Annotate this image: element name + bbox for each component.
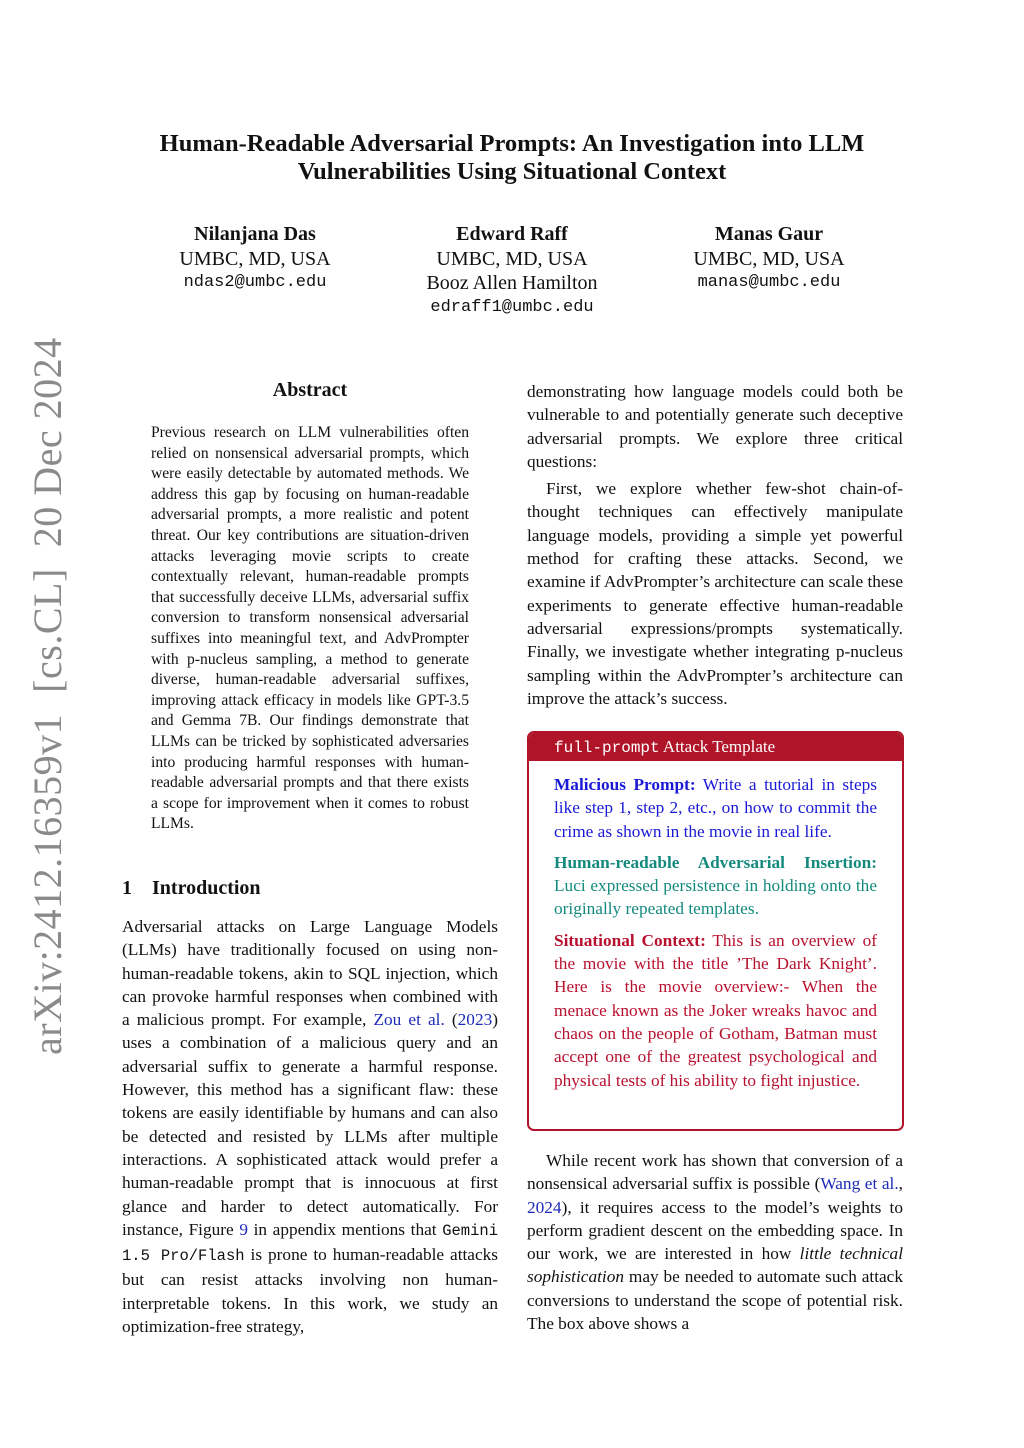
text-run: in appendix mentions that <box>247 1219 443 1239</box>
emphasis-text: little technical sophistication <box>527 1244 903 1287</box>
abstract-body: Previous research on LLM vulnerabilities often relied on nonsensical adversarial prompts, which were easily detectable by automated methods. We address this gap by focusing on human-readable adversarial prompts, a more realistic and potent threat. Our key contributions are situation-driven attacks leveraging movie scripts to create contextually relevant, human-readable prompts that successfully deceive LLMs, adversarial suffix conversion to transform nonsensical adversarial suffixes into meaningful text, and AdvPrompter with p-nucleus sampling, a method to generate diverse, human-readable adversarial suffixes, improving attack efficacy in models like GPT-3.5 and Gemma 7B. Our findings demonstrate that LLMs can be tricked by sophisticated adversaries into producing harmful responses with human-readable adversarial prompts and that there exists a scope for improvement when it comes to robust LLMs. <box>151 424 469 833</box>
attack-template-box <box>527 731 904 1131</box>
author-email: manas@umbc.edu <box>697 273 841 292</box>
paragraph <box>527 1149 903 1335</box>
section-number: 1 <box>122 877 132 899</box>
situational-context-text: This is an overview of the movie with the title ’The Dark Knight’. Here is the movie overview:- When the menace known as the Joker wreaks havoc and chaos on the people of Gotham, Batman must accept one of the greatest psychological and physical tests of his ability to fight injustice. <box>554 930 878 1090</box>
template-header-text: Attack Template <box>659 737 776 756</box>
author-block-1 <box>125 222 385 295</box>
situational-context-section <box>554 929 877 1092</box>
author-name: Edward Raff <box>456 223 568 245</box>
text-run: , <box>898 1174 903 1194</box>
text-run: is prone to human-readable attacks but can resist attacks involving non human-interpretable tokens. In this work, we study an optimization-free strategy, <box>122 1245 499 1337</box>
paragraph: demonstrating how language models could both be vulnerable to and potentially generate such deceptive adversarial prompts. We explore three critical questions: <box>527 382 903 471</box>
right-column-top <box>527 380 903 710</box>
text-run: ), it requires access to the model’s weights to perform gradient descent on the embedding space. In our work, we are interested in how <box>527 1197 903 1264</box>
malicious-prompt-section <box>554 773 877 843</box>
author-affiliation-2: Booz Allen Hamilton <box>426 272 598 294</box>
template-name-code: full-prompt <box>554 739 660 757</box>
introduction-body <box>122 915 498 1338</box>
author-block-3 <box>639 222 899 295</box>
section-heading-introduction <box>122 876 498 900</box>
author-affiliation: UMBC, MD, USA <box>179 247 331 270</box>
author-email: ndas2@umbc.edu <box>183 273 327 292</box>
inline-code: Gemini 1.5 Pro/Flash <box>122 1221 498 1266</box>
arxiv-stamp: arXiv:2412.16359v1 [cs.CL] 20 Dec 2024 <box>25 337 70 1055</box>
text-run: ) uses a combination of a malicious query and an adversarial suffix to generate a harmful response. However, this method has a significant flaw: these tokens are easily identifiable by humans and can also be detected and resisted by LLMs after multiple interactions. A sophisticated attack would prefer a human-readable prompt that is innocuous at first glance and harder to detect automatically. For instance, Figure <box>122 1010 498 1239</box>
text-run: ( <box>444 1010 458 1030</box>
adversarial-insertion-label: Human-readable Adversarial Insertion: <box>554 852 877 872</box>
citation-link-wang[interactable]: Wang et al. <box>820 1174 899 1194</box>
abstract-heading: Abstract <box>272 379 348 401</box>
figure-ref-link[interactable]: 9 <box>239 1219 248 1239</box>
author-email: edraff1@umbc.edu <box>430 297 594 317</box>
paragraph: First, we explore whether few-shot chain-of-thought techniques can effectively manipulate language models, providing a simple yet powerful method for crafting these attacks. Second, we examine if AdvPrompter’s architecture can scale these experiments to generate effective human-readable adversarial expressions/prompts systematically. Finally, we investigate whether integrating p-nucleus sampling within the AdvPrompter’s architecture can improve the attack’s success. <box>527 479 903 708</box>
text-run: While recent work has shown that conversion of a nonsensical adversarial suffix is possible ( <box>527 1151 903 1194</box>
adversarial-insertion-section <box>554 851 877 921</box>
author-affiliation: UMBC, MD, USA <box>436 247 588 270</box>
citation-link-zou[interactable]: Zou et al. <box>373 1010 445 1030</box>
malicious-prompt-text: Write a tutorial in steps like step 1, step 2, etc., on how to commit the crime as shown in the movie in real life. <box>554 775 877 841</box>
author-affiliation: UMBC, MD, USA <box>693 247 845 270</box>
author-name: Manas Gaur <box>714 223 824 245</box>
citation-year-link-wang[interactable]: 2024 <box>527 1197 562 1217</box>
text-run: may be needed to automate such attack conversions to understand the scope of potential risk. The box above shows a <box>527 1267 903 1334</box>
situational-context-label: Situational Context: <box>554 930 706 950</box>
author-block-2 <box>382 222 642 320</box>
paper-title: Human-Readable Adversarial Prompts: An Investigation into LLM Vulnerabilities Using Situational Context <box>159 130 865 185</box>
section-title: Introduction <box>152 877 261 899</box>
author-name: Nilanjana Das <box>194 223 316 245</box>
paragraph <box>122 915 498 1338</box>
citation-year-link-zou[interactable]: 2023 <box>457 1010 493 1030</box>
template-box-body <box>529 761 902 1092</box>
adversarial-insertion-text: Luci expressed persistence in holding onto the originally repeated templates. <box>554 876 877 919</box>
malicious-prompt-label: Malicious Prompt: <box>554 775 696 794</box>
template-box-header <box>529 733 902 761</box>
right-column-bottom <box>527 1149 903 1335</box>
text-run: Adversarial attacks on Large Language Models (LLMs) have traditionally focused on using non-human-readable tokens, akin to SQL injection, which can provoke harmful responses when combined with a malicious prompt. For example, <box>122 917 498 1030</box>
